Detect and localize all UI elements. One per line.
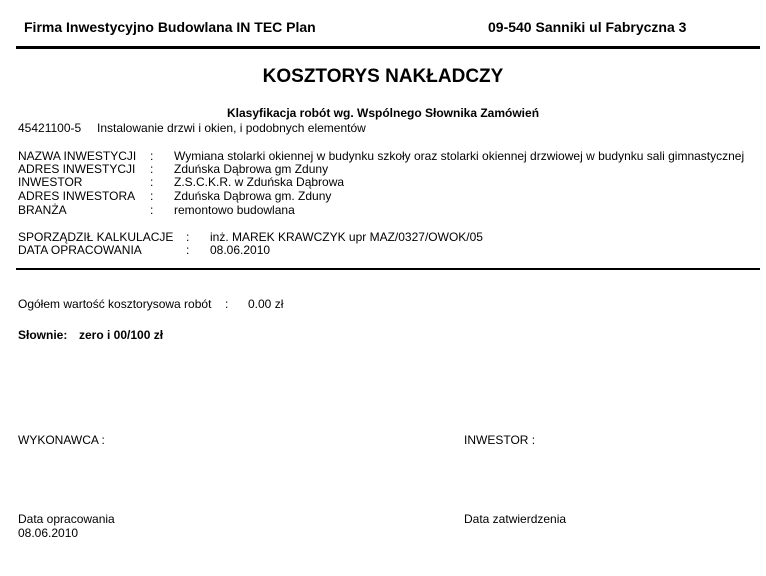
info-value: remontowo budowlana	[174, 203, 295, 217]
prep-date-label: Data opracowania	[18, 512, 115, 526]
info-value: Wymiana stolarki okiennej w budynku szkoły oraz stolarki okiennej drzwiowej w budynku sali gimnastycznej	[174, 149, 745, 163]
prep-separator: :	[186, 230, 190, 244]
classification-description: Instalowanie drzwi i okien, i podobnych elementów	[97, 121, 366, 135]
investor-label: INWESTOR :	[464, 433, 536, 447]
contractor-label: WYKONAWCA :	[18, 433, 105, 447]
info-value: Z.S.C.K.R. w Zduńska Dąbrowa	[174, 175, 345, 189]
header-rule	[16, 46, 760, 49]
section-rule	[16, 268, 760, 270]
classification-code: 45421100-5	[18, 121, 82, 135]
total-label: Ogółem wartość kosztorysowa robót	[18, 297, 212, 311]
info-separator: :	[150, 189, 154, 203]
info-separator: :	[150, 149, 154, 163]
approval-date-label: Data zatwierdzenia	[464, 512, 567, 526]
info-label: BRANŻA	[18, 203, 67, 217]
prep-value: 08.06.2010	[210, 243, 271, 257]
info-separator: :	[150, 162, 154, 176]
info-label: ADRES INWESTYCJI	[18, 162, 136, 176]
info-label: NAZWA INWESTYCJI	[18, 149, 137, 163]
info-value: Zduńska Dąbrowa gm Zduny	[174, 162, 329, 176]
info-value: Zduńska Dąbrowa gm. Zduny	[174, 189, 332, 203]
company-address: 09-540 Sanniki ul Fabryczna 3	[488, 19, 687, 35]
info-separator: :	[150, 203, 154, 217]
info-label: INWESTOR	[18, 175, 83, 189]
info-label: ADRES INWESTORA	[18, 189, 136, 203]
words-label: Słownie:	[18, 328, 68, 342]
prep-date-value: 08.06.2010	[18, 526, 79, 540]
info-separator: :	[150, 175, 154, 189]
prep-label: SPORZĄDZIŁ KALKULACJE	[18, 230, 174, 244]
prep-label: DATA OPRACOWANIA	[18, 243, 142, 257]
company-name: Firma Inwestycyjno Budowlana IN TEC Plan	[24, 19, 316, 35]
total-separator: :	[225, 297, 229, 311]
prep-separator: :	[186, 243, 190, 257]
words-value: zero i 00/100 zł	[79, 328, 164, 342]
prep-value: inż. MAREK KRAWCZYK upr MAZ/0327/OWOK/05	[210, 230, 483, 244]
document-title: KOSZTORYS NAKŁADCZY	[262, 66, 504, 87]
total-value: 0.00 zł	[248, 297, 284, 311]
classification-title: Klasyfikacja robót wg. Wspólnego Słownika Zamówień	[226, 106, 540, 120]
